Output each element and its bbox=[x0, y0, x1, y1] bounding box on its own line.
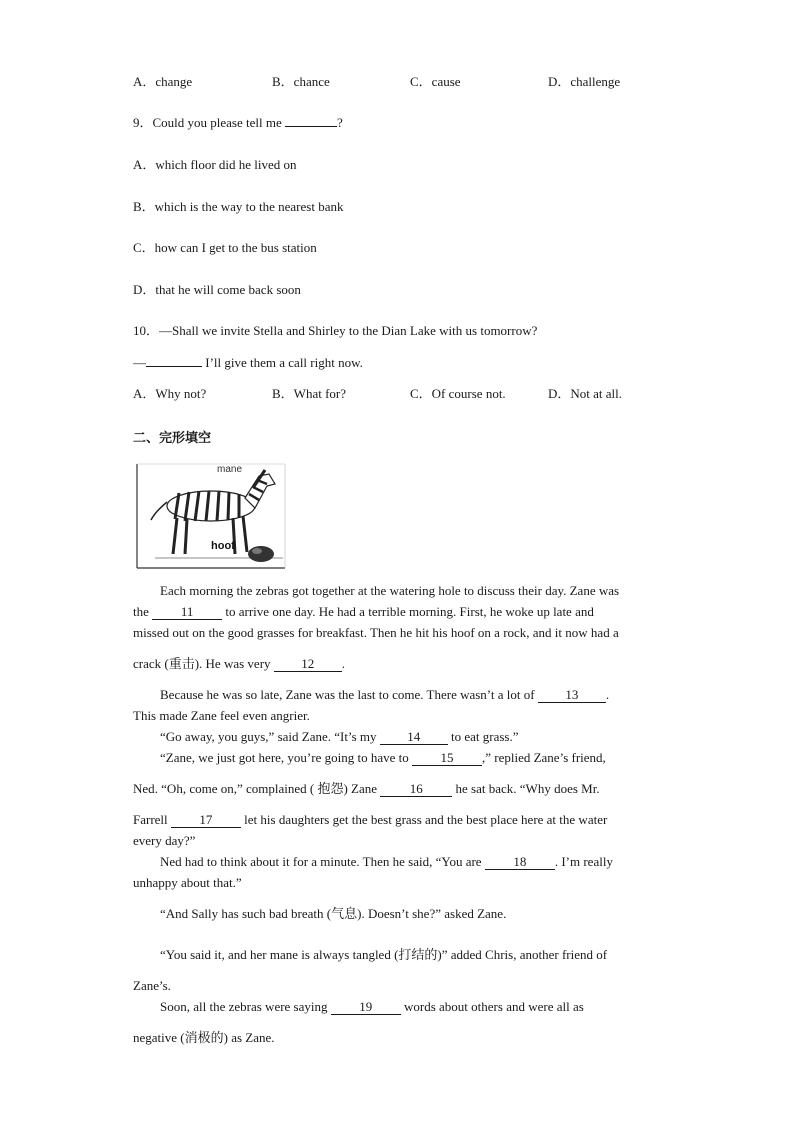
passage-p1-line4 bbox=[133, 656, 345, 672]
text: let his daughters get the best grass and the best place here at the water bbox=[240, 812, 608, 827]
text: “Go away, you guys,” said Zane. “It’s my bbox=[160, 729, 380, 744]
zebra-illustration bbox=[135, 462, 287, 570]
blank-17: 17 bbox=[171, 813, 241, 828]
q9-stem-end: ? bbox=[337, 115, 343, 130]
passage-p2-line1 bbox=[133, 687, 609, 703]
q9-stem bbox=[133, 115, 343, 131]
blank-16: 16 bbox=[380, 782, 452, 797]
text: to arrive one day. He had a terrible morning. First, he woke up late and bbox=[222, 604, 594, 619]
text: the bbox=[133, 604, 153, 619]
text: to eat grass.” bbox=[447, 729, 519, 744]
blank-18: 18 bbox=[485, 855, 555, 870]
passage-p1-line2 bbox=[133, 604, 594, 620]
passage-p4-line2 bbox=[133, 781, 600, 797]
passage-p8-line2: negative (消极的) as Zane. bbox=[133, 1030, 275, 1045]
blank-13: 13 bbox=[538, 688, 606, 703]
passage-p7-line1: “You said it, and her mane is always tangled (打结的)” added Chris, another friend of bbox=[160, 947, 608, 962]
q10-option-d: D．Not at all. bbox=[548, 386, 623, 401]
passage-p1-line3: missed out on the good grasses for breakfast. Then he hit his hoof on a rock, and it now had a bbox=[133, 625, 619, 640]
q10-option-b: B．What for? bbox=[272, 386, 347, 401]
text: Soon, all the zebras were saying bbox=[160, 999, 331, 1014]
text: he sat back. “Why does Mr. bbox=[452, 781, 600, 796]
q8-option-a: A．change bbox=[133, 74, 193, 89]
passage-p7-line2: Zane’s. bbox=[133, 978, 171, 993]
text: . bbox=[605, 687, 610, 702]
q9-option-d: D．that he will come back soon bbox=[133, 282, 301, 297]
blank-14: 14 bbox=[380, 730, 448, 745]
text: Ned had to think about it for a minute. Then he said, “You are bbox=[160, 854, 485, 869]
q10-reply-dash: — bbox=[133, 355, 146, 370]
q9-option-c: C．how can I get to the bus station bbox=[133, 240, 317, 255]
text: words about others and were all as bbox=[400, 999, 584, 1014]
passage-p5-line2: unhappy about that.” bbox=[133, 875, 242, 890]
zebra-figure bbox=[135, 462, 287, 570]
q8-option-d: D．challenge bbox=[548, 74, 621, 89]
hoof-label: hoof bbox=[211, 540, 235, 552]
text: . bbox=[341, 656, 346, 671]
q9-stem-text: 9．Could you please tell me bbox=[133, 115, 282, 130]
passage-p1-line1: Each morning the zebras got together at the watering hole to discuss their day. Zane was bbox=[160, 583, 620, 598]
text: “Zane, we just got here, you’re going to have to bbox=[160, 750, 412, 765]
passage-p4-line4: every day?” bbox=[133, 833, 196, 848]
text: Because he was so late, Zane was the last to come. There wasn’t a lot of bbox=[160, 687, 538, 702]
passage-p5-line1 bbox=[133, 854, 613, 870]
mane-label: mane bbox=[217, 464, 243, 475]
text: Ned. “Oh, come on,” complained ( 抱怨) Zane bbox=[133, 781, 381, 796]
passage-p2-line2: This made Zane feel even angrier. bbox=[133, 708, 310, 723]
blank-15: 15 bbox=[412, 751, 482, 766]
passage-p4-line1 bbox=[133, 750, 606, 766]
q10-reply bbox=[133, 355, 363, 371]
passage-p8-line1 bbox=[133, 999, 584, 1015]
q10-answer-blank bbox=[146, 366, 202, 367]
passage-p4-line3 bbox=[133, 812, 607, 828]
passage-p6: “And Sally has such bad breath (气息). Doesn’t she?” asked Zane. bbox=[160, 906, 507, 921]
blank-11: 11 bbox=[152, 605, 222, 620]
text: ,” replied Zane’s friend, bbox=[481, 750, 606, 765]
text: . I’m really bbox=[554, 854, 613, 869]
q9-option-b: B．which is the way to the nearest bank bbox=[133, 199, 344, 214]
q9-option-a: A．which floor did he lived on bbox=[133, 157, 297, 172]
q9-answer-blank bbox=[285, 126, 337, 127]
q10-stem: 10．—Shall we invite Stella and Shirley to the Dian Lake with us tomorrow? bbox=[133, 323, 538, 338]
q10-reply-text: I’ll give them a call right now. bbox=[202, 355, 363, 370]
blank-19: 19 bbox=[331, 1000, 401, 1015]
q10-option-c: C．Of course not. bbox=[410, 386, 506, 401]
q10-option-a: A．Why not? bbox=[133, 386, 207, 401]
passage-p3 bbox=[133, 729, 519, 745]
text: crack (重击). He was very bbox=[133, 656, 274, 671]
q8-option-b: B．chance bbox=[272, 74, 330, 89]
blank-12: 12 bbox=[274, 657, 342, 672]
q8-option-c: C．cause bbox=[410, 74, 461, 89]
section-title: 二、完形填空 bbox=[133, 431, 212, 446]
text: Farrell bbox=[133, 812, 171, 827]
